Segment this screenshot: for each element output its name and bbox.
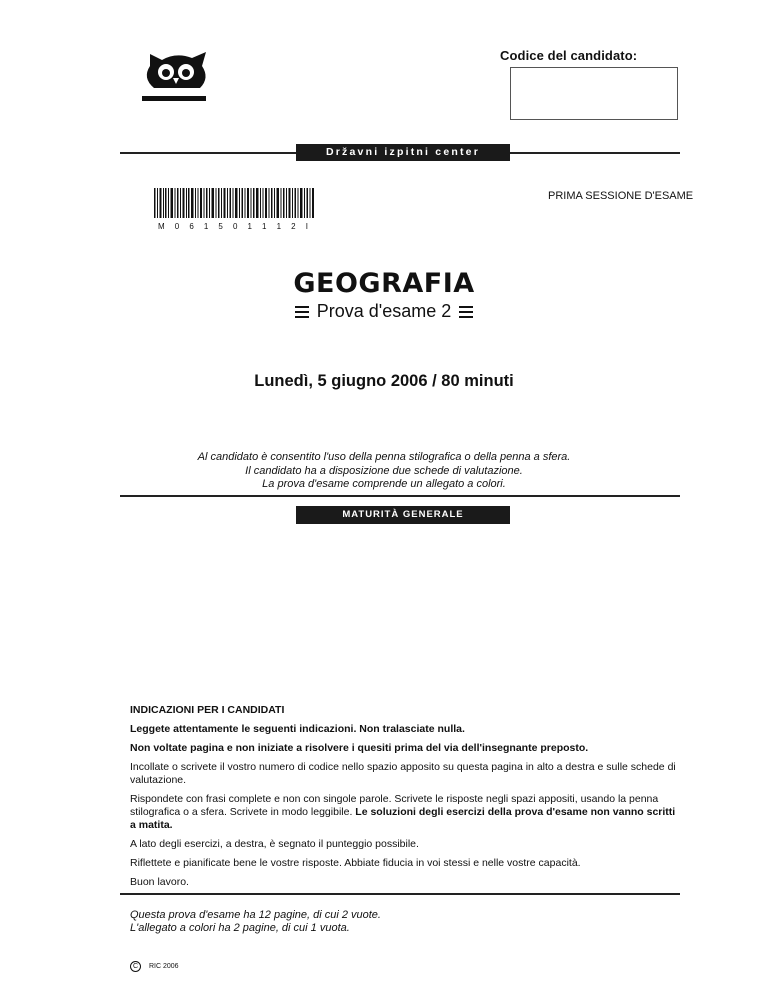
instruction-paragraph: Non voltate pagina e non iniziate a risolvere i quesiti prima del via dell'insegnante preposto. <box>130 742 589 754</box>
barcode <box>154 188 314 218</box>
center-name-band: Državni izpitni center <box>296 144 510 161</box>
exam-subtitle: Prova d'esame 2 <box>316 301 452 321</box>
barcode-char: I <box>305 222 308 231</box>
exam-date: Lunedì, 5 giugno 2006 / 80 minuti <box>254 372 514 390</box>
barcode-number <box>158 222 308 231</box>
barcode-char: 1 <box>247 222 252 231</box>
barcode-char: M <box>158 222 165 231</box>
barcode-char: 1 <box>203 222 209 231</box>
exam-notes <box>0 451 768 492</box>
note-line: La prova d'esame comprende un allegato a colori. <box>262 478 506 490</box>
copyright <box>130 961 179 972</box>
instruction-paragraph: Buon lavoro. <box>130 876 189 888</box>
barcode-char: 6 <box>189 222 194 231</box>
owl-logo-icon <box>140 48 212 104</box>
instruction-paragraph: Rispondete con frasi complete e non con singole parole. Scrivete le risposte negli spazi appositi, usando la penna stilografica o a sfera. Scrivete in modo leggibile. Le soluzioni degli esercizi della prova d'esame non vanno scritti a matita. <box>130 793 676 831</box>
instruction-paragraph: A lato degli esercizi, a destra, è segnato il punteggio possibile. <box>130 838 419 850</box>
instruction-paragraph: Incollate o scrivete il vostro numero di codice nello spazio apposito su questa pagina in alto a destra e sulle schede di valutazione. <box>130 761 676 786</box>
instructions <box>130 704 680 895</box>
triple-bar-left-icon <box>295 306 309 318</box>
candidate-code-label: Codice del candidato: <box>500 48 638 63</box>
note-line: Il candidato ha a disposizione due schede di valutazione. <box>245 464 523 477</box>
barcode-char: 5 <box>218 222 223 231</box>
exam-session: PRIMA SESSIONE D'ESAME <box>548 190 694 202</box>
subtitle-row <box>0 301 768 322</box>
triple-bar-right-icon <box>459 306 473 318</box>
instruction-paragraph: Riflettete e pianificate bene le vostre risposte. Abbiate fiducia in voi stessi e nelle vostre capacità. <box>130 857 581 869</box>
footer-notes <box>130 909 381 935</box>
instructions-heading: INDICAZIONI PER I CANDIDATI <box>130 704 285 716</box>
barcode-char: 1 <box>276 222 282 231</box>
pages-note: Questa prova d'esame ha 12 pagine, di cui 2 vuote. <box>130 909 381 921</box>
attachment-note: L'allegato a colori ha 2 pagine, di cui 1 vuota. <box>130 922 350 934</box>
barcode-char: 2 <box>291 222 296 231</box>
maturity-band: MATURITÀ GENERALE <box>296 506 510 524</box>
barcode-char: 0 <box>174 222 180 231</box>
instruction-paragraph: Leggete attentamente le seguenti indicazioni. Non tralasciate nulla. <box>130 723 465 735</box>
copyright-text: RIC 2006 <box>149 963 179 970</box>
copyright-icon: C <box>130 961 141 972</box>
candidate-code-box[interactable] <box>510 67 678 120</box>
subject-title: GEOGRAFIA <box>293 268 475 299</box>
footer-divider <box>120 893 680 895</box>
middle-divider <box>120 495 680 497</box>
barcode-char: 0 <box>232 222 238 231</box>
note-line: Al candidato è consentito l'uso della penna stilografica o della penna a sfera. <box>197 451 571 463</box>
barcode-char: 1 <box>262 222 267 231</box>
